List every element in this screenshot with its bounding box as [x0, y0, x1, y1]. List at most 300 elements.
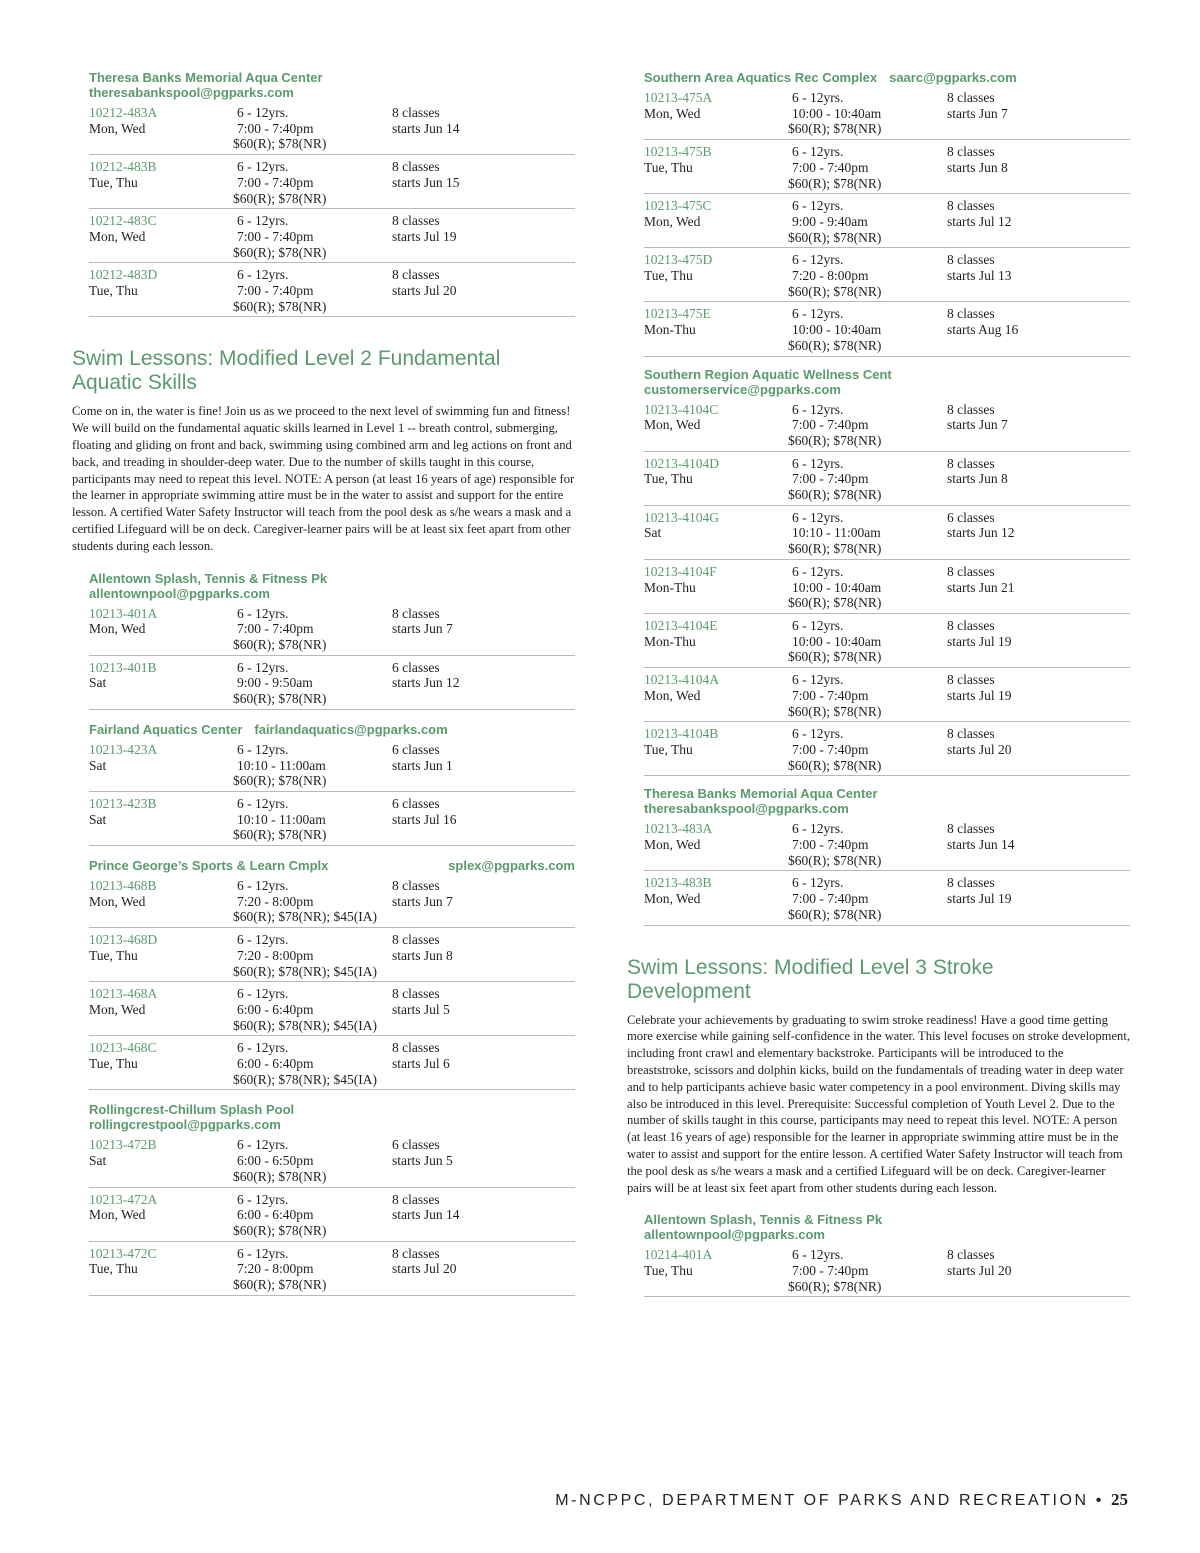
entry-classes	[392, 1137, 575, 1184]
entry-classes	[947, 821, 1130, 868]
class-entry	[89, 267, 575, 317]
class-entry	[644, 510, 1130, 560]
class-entry	[644, 402, 1130, 452]
course-classes: 8 classes	[392, 986, 440, 1002]
course-start: starts Jun 15	[392, 174, 460, 190]
course-age: 6 - 12yrs.	[792, 563, 844, 579]
course-price: $60(R); $78(NR)	[788, 852, 882, 868]
location-group	[89, 858, 575, 1090]
location-name: Rollingcrest-Chillum Splash Pool	[89, 1102, 295, 1118]
entry-code-days	[89, 1040, 233, 1087]
location-name: Allentown Splash, Tennis & Fitness Pk	[89, 570, 328, 586]
course-code: 10213-475A	[644, 90, 713, 105]
course-time: 7:20 - 8:00pm	[237, 947, 314, 963]
course-age: 6 - 12yrs.	[792, 617, 844, 633]
course-age: 6 - 12yrs.	[237, 795, 289, 811]
entry-age-time	[788, 402, 947, 449]
class-entry	[644, 306, 1130, 356]
location-group	[89, 70, 575, 317]
course-time: 10:10 - 11:00am	[792, 525, 881, 541]
course-price: $60(R); $78(NR)	[233, 1277, 327, 1293]
course-code: 10213-468C	[89, 1040, 157, 1056]
location-header	[89, 70, 575, 100]
course-classes: 6 classes	[392, 741, 440, 757]
entry-code-days	[89, 742, 233, 789]
course-price: $60(R); $78(NR)	[788, 121, 882, 137]
location-name: Theresa Banks Memorial Aqua Center	[89, 70, 323, 85]
entry-classes	[392, 267, 575, 314]
entry-code-days	[89, 213, 233, 260]
course-time: 6:00 - 6:50pm	[237, 1153, 314, 1169]
course-time: 10:00 - 10:40am	[792, 105, 882, 121]
course-time: 10:00 - 10:40am	[792, 633, 882, 649]
location-header	[644, 786, 1130, 816]
entry-classes	[392, 1040, 575, 1087]
entry-age-time	[788, 1247, 947, 1294]
course-days: Sat	[644, 525, 662, 541]
course-code: 10213-4104A	[644, 672, 719, 688]
entry-age-time	[233, 742, 392, 789]
course-start: starts Jul 19	[392, 228, 457, 244]
course-start: starts Jul 20	[392, 1261, 457, 1277]
course-classes: 8 classes	[947, 90, 995, 105]
course-price: $60(R); $78(NR)	[788, 487, 882, 503]
course-start: starts Jun 8	[947, 159, 1008, 175]
course-code: 10213-472A	[89, 1191, 158, 1207]
class-entry	[89, 606, 575, 656]
course-age: 6 - 12yrs.	[792, 726, 844, 742]
location-header	[644, 367, 1130, 397]
course-code: 10212-483A	[89, 105, 158, 120]
course-days: Mon, Wed	[644, 891, 701, 907]
course-classes: 8 classes	[392, 932, 440, 948]
course-code: 10212-483B	[89, 159, 157, 175]
course-price: $60(R); $78(NR)	[233, 298, 327, 314]
entry-age-time	[233, 267, 392, 314]
class-entry	[89, 742, 575, 792]
course-start: starts Jul 19	[947, 687, 1012, 703]
entry-list	[89, 606, 575, 710]
course-code: 10213-483B	[644, 875, 712, 891]
entry-code-days	[644, 672, 788, 719]
course-time: 6:00 - 6:40pm	[237, 1001, 314, 1017]
entry-code-days	[89, 606, 233, 653]
course-time: 7:20 - 8:00pm	[237, 893, 314, 909]
entry-code-days	[89, 1137, 233, 1184]
entry-code-days	[89, 267, 233, 314]
course-time: 7:00 - 7:40pm	[792, 741, 869, 757]
course-classes: 8 classes	[947, 726, 995, 742]
course-days: Mon, Wed	[89, 621, 146, 637]
entry-classes	[947, 564, 1130, 611]
course-start: starts Jul 16	[392, 811, 457, 827]
course-code: 10213-4104B	[644, 726, 719, 742]
course-days: Mon, Wed	[644, 687, 701, 703]
course-age: 6 - 12yrs.	[237, 1191, 289, 1207]
entry-age-time	[233, 932, 392, 979]
course-days: Tue, Thu	[644, 1263, 693, 1278]
course-code: 10213-475D	[644, 252, 713, 268]
location-name: Allentown Splash, Tennis & Fitness Pk	[644, 1212, 883, 1228]
location-group	[89, 722, 575, 846]
course-code: 10213-468B	[89, 878, 157, 894]
entry-code-days	[644, 456, 788, 503]
course-days: Mon, Wed	[644, 105, 701, 121]
course-time: 7:00 - 7:40pm	[237, 120, 314, 136]
entry-age-time	[233, 986, 392, 1033]
course-start: starts Jul 6	[392, 1056, 450, 1072]
course-start: starts Jun 21	[947, 579, 1015, 595]
course-classes: 8 classes	[947, 144, 995, 160]
entry-age-time	[233, 1246, 392, 1293]
entry-code-days	[89, 159, 233, 206]
course-age: 6 - 12yrs.	[237, 1040, 289, 1056]
course-price: $60(R); $78(NR)	[788, 337, 882, 353]
entry-classes	[392, 105, 575, 152]
entry-code-days	[89, 1192, 233, 1239]
entry-code-days	[644, 306, 788, 353]
course-classes: 6 classes	[392, 659, 440, 675]
entry-classes	[392, 986, 575, 1033]
class-entry	[644, 90, 1130, 140]
entry-age-time	[233, 1040, 392, 1087]
course-code: 10213-475C	[644, 198, 712, 214]
location-group	[644, 70, 1130, 357]
course-price: $60(R); $78(NR)	[788, 595, 882, 611]
course-days: Tue, Thu	[644, 159, 693, 175]
location-group	[644, 367, 1130, 777]
course-time: 10:10 - 11:00am	[237, 811, 326, 827]
course-time: 10:00 - 10:40am	[792, 322, 882, 338]
course-start: starts Jun 5	[392, 1153, 453, 1169]
course-price: $60(R); $78(NR); $45(IA)	[233, 1017, 377, 1033]
entry-code-days	[89, 932, 233, 979]
course-age: 6 - 12yrs.	[237, 741, 289, 757]
course-days: Mon, Wed	[89, 893, 146, 909]
class-entry	[89, 1137, 575, 1187]
course-age: 6 - 12yrs.	[237, 1137, 289, 1153]
class-entry	[89, 986, 575, 1036]
course-price: $60(R); $78(NR)	[788, 757, 882, 773]
location-email: saarc@pgparks.com	[889, 70, 1017, 85]
course-time: 7:20 - 8:00pm	[237, 1261, 314, 1277]
course-time: 7:00 - 7:40pm	[792, 417, 869, 433]
course-days: Mon, Wed	[89, 228, 146, 244]
entry-code-days	[89, 796, 233, 843]
course-age: 6 - 12yrs.	[792, 509, 844, 525]
location-header	[89, 1102, 575, 1132]
entry-code-days	[89, 986, 233, 1033]
course-start: starts Jun 1	[392, 757, 453, 773]
course-time: 7:00 - 7:40pm	[237, 621, 314, 637]
entry-list	[644, 1247, 1130, 1297]
course-age: 6 - 12yrs.	[792, 306, 844, 322]
entry-age-time	[233, 105, 392, 152]
course-classes: 8 classes	[947, 252, 995, 268]
course-days: Tue, Thu	[89, 1056, 138, 1072]
course-code: 10213-423B	[89, 795, 157, 811]
entry-age-time	[233, 1137, 392, 1184]
class-entry	[89, 796, 575, 846]
entry-classes	[392, 742, 575, 789]
course-classes: 8 classes	[392, 213, 440, 229]
course-classes: 8 classes	[947, 821, 995, 837]
course-code: 10213-4104C	[644, 401, 719, 417]
course-start: starts Jun 14	[392, 1207, 460, 1223]
course-age: 6 - 12yrs.	[792, 875, 844, 891]
footer-text: M-NCPPC, DEPARTMENT OF PARKS AND RECREATION	[555, 1492, 1089, 1509]
course-time: 9:00 - 9:50am	[237, 675, 313, 691]
entry-list	[644, 90, 1130, 357]
class-entry	[644, 726, 1130, 776]
course-start: starts Aug 16	[947, 322, 1019, 338]
entry-classes	[947, 198, 1130, 245]
entry-age-time	[233, 878, 392, 925]
location-email: fairlandaquatics@pgparks.com	[254, 721, 448, 737]
course-days: Mon, Wed	[89, 1001, 146, 1017]
entry-list	[89, 1137, 575, 1295]
entry-age-time	[233, 159, 392, 206]
course-age: 6 - 12yrs.	[792, 672, 844, 688]
entry-classes	[947, 726, 1130, 773]
entry-code-days	[89, 105, 233, 152]
course-start: starts Jul 5	[392, 1001, 450, 1017]
course-days: Sat	[89, 757, 107, 773]
course-classes: 6 classes	[392, 795, 440, 811]
class-entry	[89, 105, 575, 155]
course-start: starts Jun 12	[947, 525, 1015, 541]
course-code: 10213-401A	[89, 605, 158, 621]
class-entry	[89, 1192, 575, 1242]
course-start: starts Jul 20	[392, 283, 457, 299]
section-title	[72, 347, 575, 395]
course-days: Tue, Thu	[644, 741, 693, 757]
entry-classes	[947, 456, 1130, 503]
course-classes: 8 classes	[947, 1247, 995, 1263]
course-days: Sat	[89, 811, 107, 827]
location-header	[89, 858, 575, 873]
course-price: $60(R); $78(NR); $45(IA)	[233, 963, 377, 979]
course-days: Tue, Thu	[89, 947, 138, 963]
course-start: starts Jul 20	[947, 1263, 1012, 1278]
course-code: 10213-483A	[644, 821, 713, 837]
entry-age-time	[788, 726, 947, 773]
entry-code-days	[644, 252, 788, 299]
location-name: Southern Area Aquatics Rec Complex	[644, 70, 878, 85]
footer-bullet: •	[1095, 1492, 1104, 1509]
course-price: $60(R); $78(NR)	[788, 906, 882, 922]
class-entry	[89, 1246, 575, 1296]
section-description: Celebrate your achievements by graduating to swim stroke readiness! Have a good time getting more exercise while gaining self-confidence in the water. This level focuses on stroke development, including front crawl and elementary backstroke. Participants will be introduced to the breaststroke, scissors and dolphin kicks, build on the fundamentals of treading water in deep water and to help participants achieve basic water competency in a pool environment. Diving skills may also be introduced in this level. Prerequisite: Successful completion of Youth Level 2. Due to the number of skills taught in this course, participants may need to repeat this level. NOTE: A person (at least 16 years of age) responsible for the learner in appropriate swimming attire must be in the water to assist and support for the entire lesson. A certified Water Safety Instructor will teach from the pool desk as s/he wears a mask and a certified Lifeguard will be on deck. Caregiver-learner pairs will be at least six feet apart from other students during each lesson.	[627, 1012, 1130, 1195]
entry-age-time	[233, 606, 392, 653]
entry-classes	[947, 875, 1130, 922]
right-column	[627, 0, 1130, 1301]
course-price: $60(R); $78(NR)	[233, 773, 327, 789]
entry-classes	[392, 660, 575, 707]
course-price: $60(R); $78(NR)	[233, 637, 327, 653]
entry-list	[89, 105, 575, 317]
class-entry	[89, 1040, 575, 1090]
entry-age-time	[788, 564, 947, 611]
course-days: Mon, Wed	[89, 120, 146, 136]
entry-code-days	[644, 564, 788, 611]
section-title	[627, 956, 1130, 1004]
location-header	[89, 571, 575, 601]
course-classes: 8 classes	[947, 875, 995, 891]
course-days: Mon, Wed	[644, 417, 701, 433]
course-days: Mon-Thu	[644, 633, 696, 649]
entry-code-days	[644, 90, 788, 137]
course-days: Tue, Thu	[89, 1261, 138, 1277]
location-email: splex@pgparks.com	[448, 858, 575, 874]
course-code: 10213-4104F	[644, 563, 717, 579]
course-days: Tue, Thu	[89, 174, 138, 190]
course-price: $60(R); $78(NR)	[233, 1223, 327, 1238]
section-title-line1: Swim Lessons: Modified Level 3 Stroke	[627, 955, 994, 979]
entry-code-days	[644, 726, 788, 773]
location-header	[644, 1212, 1130, 1242]
course-classes: 8 classes	[392, 267, 440, 283]
course-age: 6 - 12yrs.	[792, 821, 844, 837]
course-days: Mon, Wed	[644, 213, 701, 229]
course-classes: 6 classes	[947, 509, 995, 525]
course-days: Sat	[89, 1153, 107, 1169]
course-classes: 8 classes	[947, 617, 995, 633]
entry-code-days	[644, 198, 788, 245]
class-entry	[644, 672, 1130, 722]
course-time: 7:00 - 7:40pm	[237, 228, 314, 244]
course-age: 6 - 12yrs.	[237, 986, 289, 1002]
class-entry	[644, 456, 1130, 506]
entry-age-time	[788, 875, 947, 922]
course-start: starts Jun 7	[947, 417, 1008, 433]
location-name: Southern Region Aquatic Wellness Cent	[644, 366, 892, 382]
course-age: 6 - 12yrs.	[237, 105, 289, 120]
entry-age-time	[788, 510, 947, 557]
course-price: $60(R); $78(NR)	[233, 691, 327, 707]
entry-classes	[947, 672, 1130, 719]
course-days: Mon, Wed	[644, 837, 701, 853]
course-age: 6 - 12yrs.	[237, 605, 289, 621]
course-time: 7:00 - 7:40pm	[792, 471, 869, 487]
course-code: 10213-423A	[89, 741, 158, 757]
course-start: starts Jun 14	[947, 837, 1015, 853]
course-days: Tue, Thu	[89, 283, 138, 299]
course-price: $60(R); $78(NR); $45(IA)	[233, 909, 377, 925]
location-group	[644, 1212, 1130, 1297]
course-code: 10213-4104E	[644, 617, 718, 633]
location-email: customerservice@pgparks.com	[644, 381, 841, 397]
location-email: theresabankspool@pgparks.com	[89, 85, 294, 100]
course-code: 10213-4104G	[644, 509, 719, 525]
course-classes: 8 classes	[947, 563, 995, 579]
location-name: Prince George’s Sports & Learn Cmplx	[89, 858, 329, 874]
entry-code-days	[89, 660, 233, 707]
entry-age-time	[788, 144, 947, 191]
location-email: allentownpool@pgparks.com	[644, 1227, 825, 1243]
course-time: 6:00 - 6:40pm	[237, 1207, 314, 1223]
entry-code-days	[89, 1246, 233, 1293]
course-start: starts Jun 7	[392, 893, 453, 909]
location-email: theresabankspool@pgparks.com	[644, 801, 849, 817]
course-code: 10214-401A	[644, 1247, 713, 1263]
course-days: Mon, Wed	[89, 1207, 146, 1223]
course-classes: 8 classes	[947, 198, 995, 214]
course-price: $60(R); $78(NR)	[788, 175, 882, 191]
entry-classes	[392, 1192, 575, 1239]
course-age: 6 - 12yrs.	[237, 267, 289, 283]
entry-classes	[947, 90, 1130, 137]
course-start: starts Jun 14	[392, 120, 460, 136]
course-time: 7:00 - 7:40pm	[237, 283, 314, 299]
entry-classes	[947, 510, 1130, 557]
course-price: $60(R); $78(NR)	[788, 229, 882, 245]
page-number: 25	[1111, 1490, 1128, 1509]
course-classes: 8 classes	[947, 401, 995, 417]
course-time: 7:00 - 7:40pm	[792, 837, 869, 853]
course-age: 6 - 12yrs.	[237, 159, 289, 175]
entry-code-days	[644, 144, 788, 191]
entry-age-time	[788, 672, 947, 719]
entry-list	[89, 742, 575, 846]
section-title-line2: Aquatic Skills	[72, 371, 197, 395]
entry-classes	[392, 606, 575, 653]
course-days: Sat	[89, 675, 107, 691]
course-age: 6 - 12yrs.	[792, 1247, 844, 1263]
entry-code-days	[644, 618, 788, 665]
course-classes: 8 classes	[947, 672, 995, 688]
course-time: 7:20 - 8:00pm	[792, 268, 869, 284]
course-age: 6 - 12yrs.	[792, 401, 844, 417]
course-code: 10213-468A	[89, 986, 158, 1002]
course-classes: 8 classes	[392, 878, 440, 894]
section-title-line1: Swim Lessons: Modified Level 2 Fundamental	[72, 347, 501, 371]
entry-classes	[392, 213, 575, 260]
course-time: 7:00 - 7:40pm	[792, 159, 869, 175]
class-entry	[644, 1247, 1130, 1297]
course-time: 7:00 - 7:40pm	[792, 1263, 869, 1278]
location-name: Theresa Banks Memorial Aqua Center	[644, 786, 878, 802]
course-price: $60(R); $78(NR)	[788, 541, 882, 557]
class-entry	[89, 159, 575, 209]
course-classes: 8 classes	[947, 306, 995, 322]
location-email: rollingcrestpool@pgparks.com	[89, 1117, 281, 1133]
entry-age-time	[788, 821, 947, 868]
course-price: $60(R); $78(NR)	[788, 703, 882, 719]
entry-classes	[947, 402, 1130, 449]
location-name: Fairland Aquatics Center	[89, 721, 243, 737]
course-start: starts Jun 7	[947, 105, 1008, 121]
course-code: 10213-472C	[89, 1245, 157, 1261]
location-email: allentownpool@pgparks.com	[89, 585, 270, 601]
course-age: 6 - 12yrs.	[792, 198, 844, 214]
location-group	[89, 571, 575, 710]
course-classes: 8 classes	[392, 1191, 440, 1207]
course-age: 6 - 12yrs.	[237, 659, 289, 675]
entry-classes	[392, 1246, 575, 1293]
course-age: 6 - 12yrs.	[792, 90, 844, 105]
location-header	[89, 722, 575, 737]
course-age: 6 - 12yrs.	[237, 213, 289, 229]
course-code: 10213-475E	[644, 306, 711, 322]
course-time: 9:00 - 9:40am	[792, 213, 868, 229]
course-time: 10:10 - 11:00am	[237, 757, 326, 773]
entry-classes	[947, 618, 1130, 665]
course-price: $60(R); $78(NR)	[233, 190, 327, 206]
entry-age-time	[233, 213, 392, 260]
location-header	[644, 70, 1130, 85]
entry-age-time	[233, 660, 392, 707]
